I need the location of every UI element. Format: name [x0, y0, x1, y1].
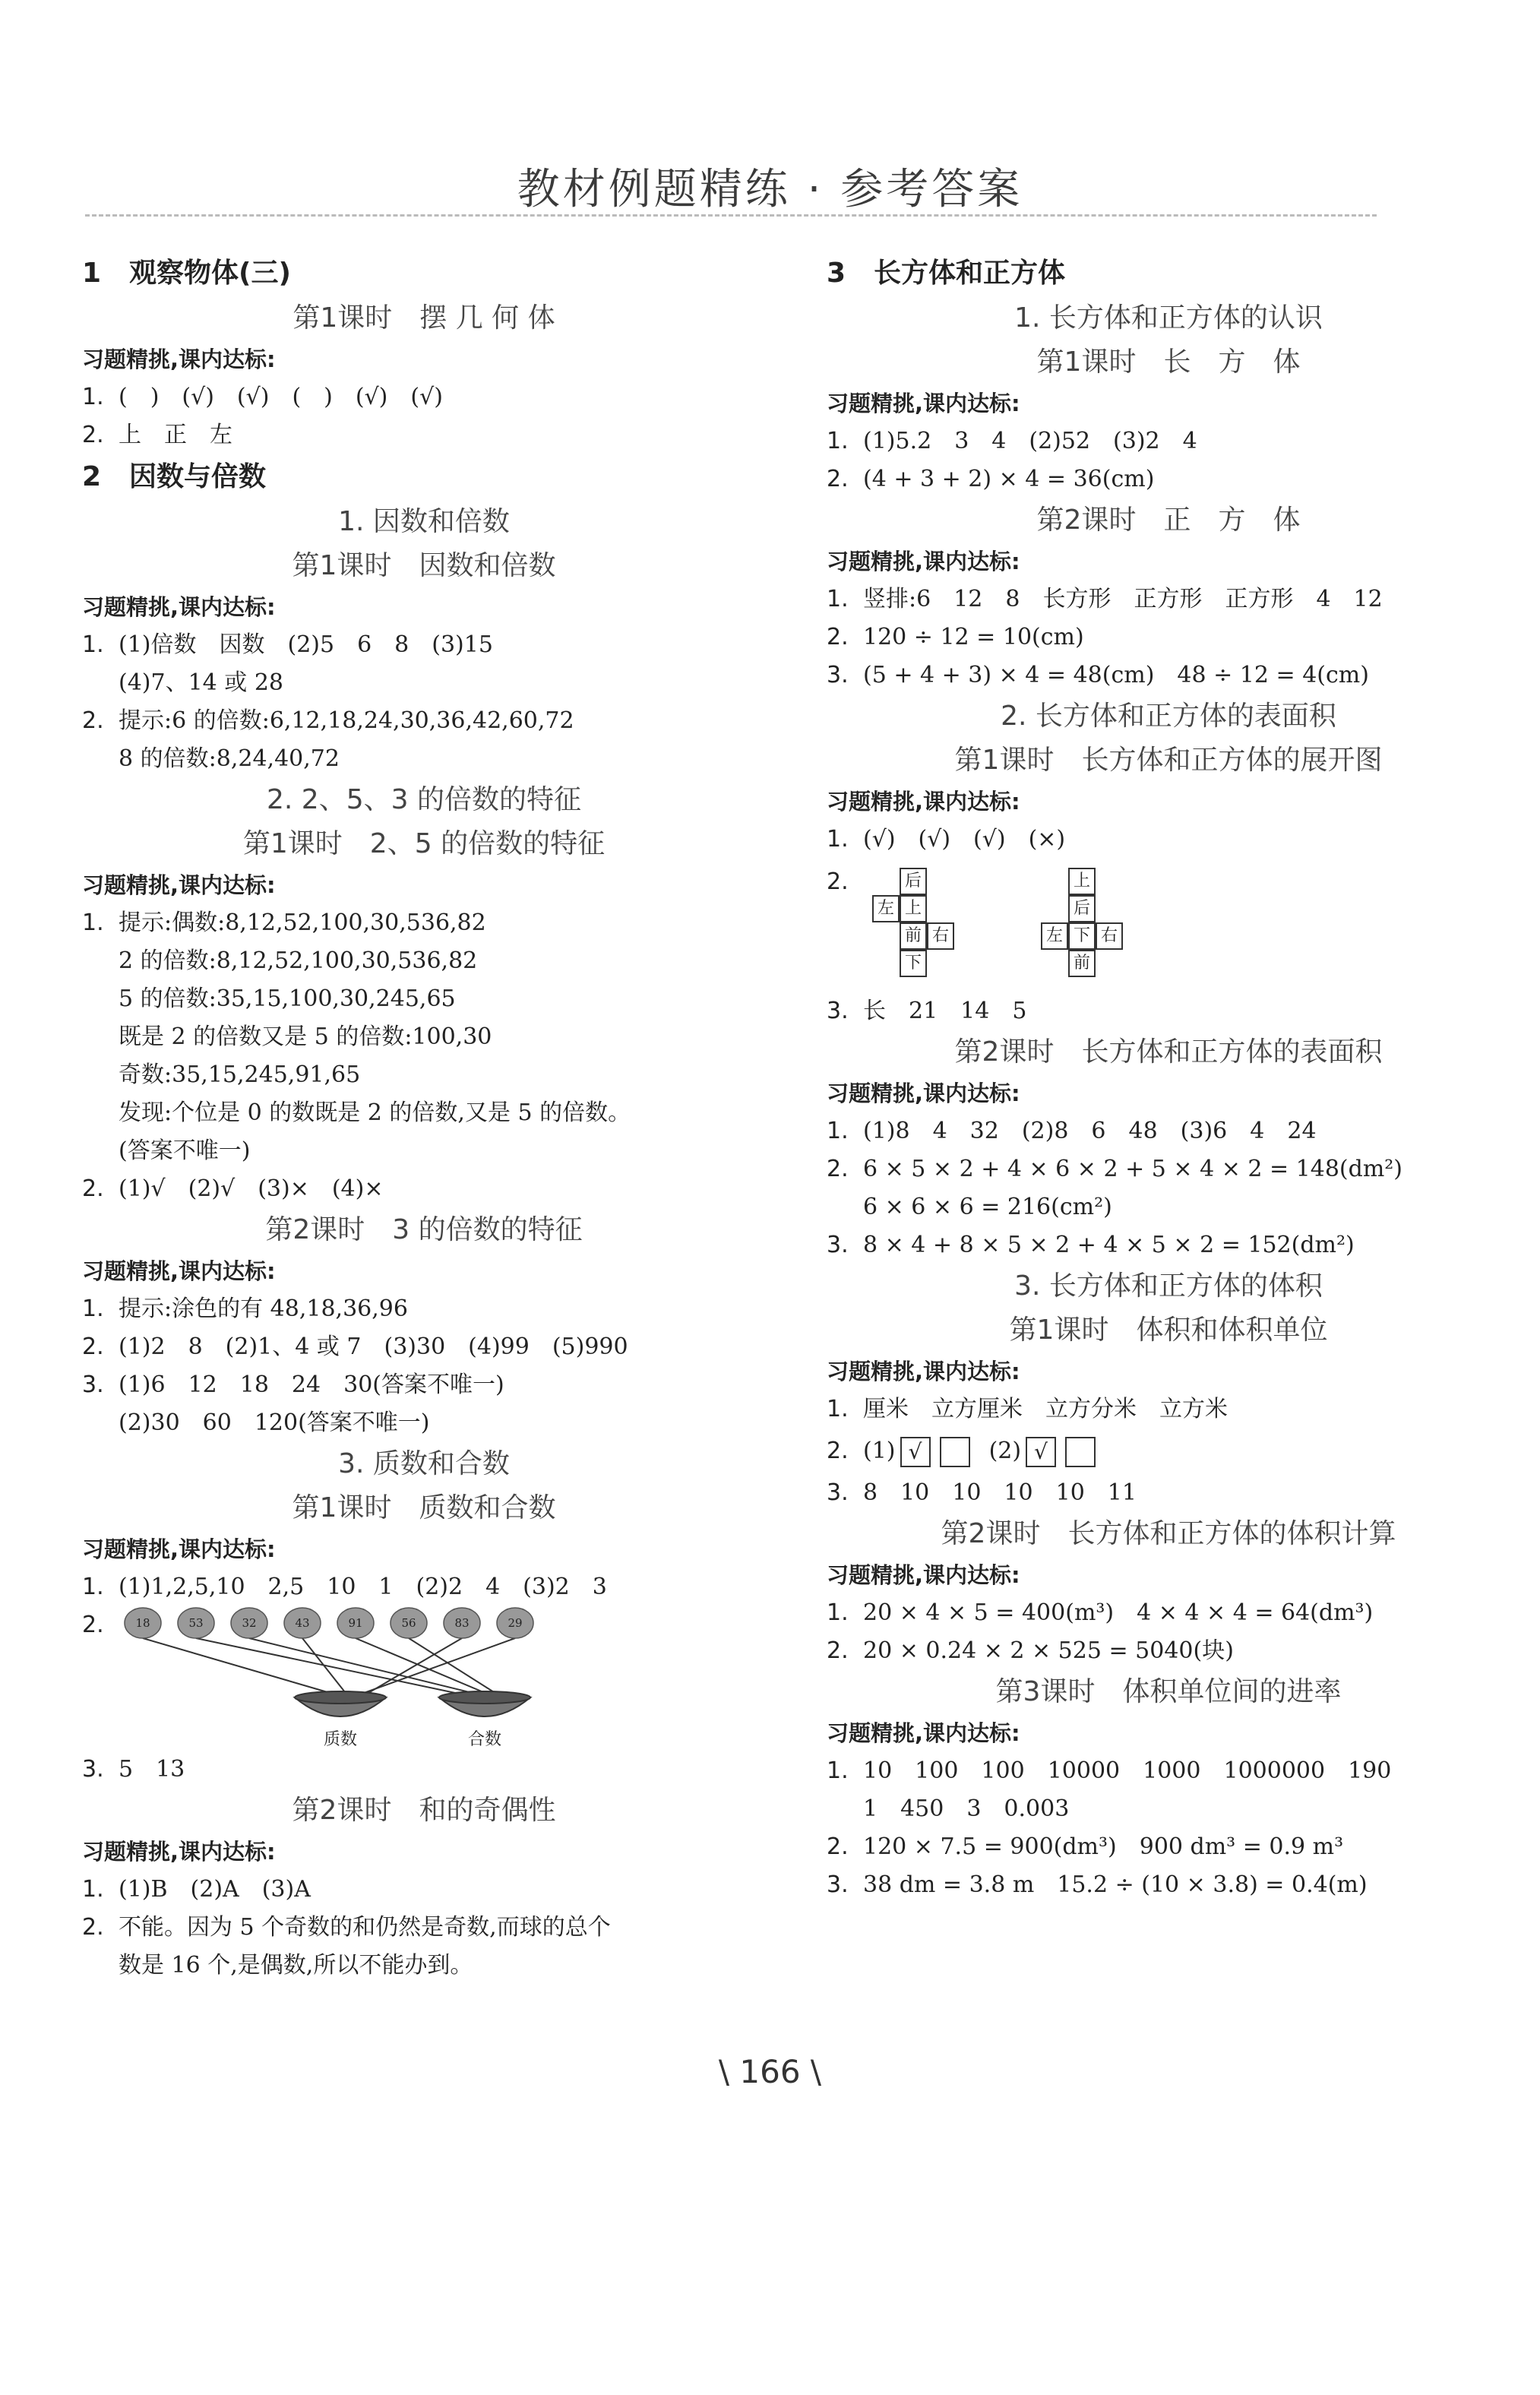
item-number: 1. — [82, 384, 104, 410]
answer-line — [827, 1150, 1510, 1188]
answer-text: 8 10 10 10 10 11 — [863, 1479, 1137, 1506]
apple-diagram-svg — [112, 1606, 690, 1751]
answer-text: 长 21 14 5 — [863, 998, 1027, 1024]
section-heading: 2. 长方体和正方体的表面积 — [1001, 701, 1336, 732]
apple-label: 29 — [508, 1616, 523, 1630]
answer-text: ( ) (√) (√) ( ) (√) (√) — [119, 384, 443, 410]
answer-text: 5 的倍数:35,15,100,30,245,65 — [119, 986, 456, 1012]
net-face: 上 — [900, 895, 927, 922]
answer-line — [82, 702, 766, 740]
item-number: 2. — [82, 1334, 104, 1360]
answer-line — [82, 1290, 766, 1328]
chapter-number: 2 — [82, 461, 102, 492]
answer-text: 10 100 100 10000 1000 1000000 190 — [863, 1757, 1392, 1784]
lesson-heading: 第1课时 摆 几 何 体 — [293, 302, 555, 334]
answer-line — [82, 1947, 766, 1985]
answer-text: 2 的倍数:8,12,52,100,30,536,82 — [119, 948, 478, 974]
answer-text: (1)2 8 (2)1、4 或 7 (3)30 (4)99 (5)990 — [119, 1334, 628, 1360]
answer-line — [827, 1790, 1510, 1828]
answer-line — [82, 1404, 766, 1442]
answer-text: 既是 2 的倍数又是 5 的倍数:100,30 — [119, 1023, 492, 1050]
answer-line — [82, 1909, 766, 1947]
item-number: 3. — [827, 1871, 849, 1898]
answer-line — [82, 942, 766, 980]
check-box: √ — [1026, 1437, 1056, 1467]
net-face: 前 — [1068, 950, 1096, 977]
check-box — [1065, 1437, 1096, 1467]
answer-text: (√) (√) (√) (×) — [863, 826, 1066, 853]
lesson-heading: 第3课时 体积单位间的进率 — [995, 1676, 1342, 1707]
answer-line — [827, 422, 1510, 460]
answer-text: 提示:涂色的有 48,18,36,96 — [119, 1296, 408, 1322]
item-number: 2. — [827, 1438, 849, 1464]
chapter-heading — [82, 454, 766, 500]
net-face: 右 — [927, 922, 954, 950]
answer-line — [82, 1056, 766, 1094]
lesson-heading: 第2课时 和的奇偶性 — [292, 1795, 556, 1826]
answer-text: (4 + 3 + 2) × 4 = 36(cm) — [863, 466, 1155, 492]
net-face: 下 — [1068, 922, 1096, 950]
practice-label: 习题精挑,课内达标: — [827, 549, 1020, 574]
answer-line — [827, 1632, 1510, 1670]
lesson-heading: 第2课时 长方体和正方体的表面积 — [954, 1036, 1383, 1068]
answer-line — [827, 460, 1510, 498]
item-number: 3. — [82, 1372, 104, 1398]
chapter-heading — [82, 251, 766, 296]
practice-label: 习题精挑,课内达标: — [82, 1536, 276, 1562]
practice-label: 习题精挑,课内达标: — [82, 872, 276, 898]
answer-text: 奇数:35,15,245,91,65 — [119, 1061, 361, 1088]
answer-text: (2)30 60 120(答案不唯一) — [119, 1409, 430, 1436]
check-box: √ — [900, 1437, 931, 1467]
answer-line — [827, 992, 1510, 1030]
answer-text: 提示:6 的倍数:6,12,18,24,30,36,42,60,72 — [119, 707, 574, 734]
answer-line — [827, 1226, 1510, 1264]
apple-label: 18 — [135, 1616, 150, 1630]
answer-line — [827, 1828, 1510, 1866]
item-number: 1. — [827, 586, 849, 612]
lesson-heading: 第1课时 因数和倍数 — [292, 550, 556, 581]
chapter-heading — [827, 251, 1510, 296]
answer-line — [82, 1328, 766, 1366]
answer-line — [82, 416, 766, 454]
answer-text: 厘米 立方厘米 立方分米 立方米 — [863, 1396, 1228, 1422]
answer-line — [827, 656, 1510, 694]
answer-line — [82, 1568, 766, 1606]
item-number: 1. — [827, 1757, 849, 1784]
item-number: 1. — [827, 826, 849, 853]
item-number: 1. — [82, 1876, 104, 1903]
item-number: 3. — [827, 1479, 849, 1506]
practice-label: 习题精挑,课内达标: — [827, 789, 1020, 815]
answer-line — [827, 1188, 1510, 1226]
lesson-heading: 第1课时 长 方 体 — [1036, 346, 1301, 378]
answer-line — [82, 1132, 766, 1170]
apple-basket-diagram — [82, 1606, 766, 1751]
answer-text: 6 × 6 × 6 = 216(cm²) — [863, 1194, 1112, 1220]
item-number: 1. — [82, 910, 104, 936]
section-heading: 3. 长方体和正方体的体积 — [1014, 1270, 1323, 1302]
apple-label: 56 — [401, 1616, 416, 1630]
practice-label: 习题精挑,课内达标: — [827, 1720, 1020, 1746]
item-number: 2. — [827, 624, 849, 650]
answer-text: (2) — [988, 1438, 1022, 1464]
item-number: 3. — [827, 998, 849, 1024]
answer-text: 8 的倍数:8,24,40,72 — [119, 745, 340, 772]
answer-line — [82, 664, 766, 702]
answer-text: (1)B (2)A (3)A — [119, 1876, 311, 1903]
answer-text: 5 13 — [119, 1756, 185, 1783]
net-face: 右 — [1096, 922, 1123, 950]
answer-line — [827, 1428, 1510, 1474]
answer-text: 竖排:6 12 8 长方形 正方形 正方形 4 12 — [863, 586, 1383, 612]
answer-text: (4)7、14 或 28 — [119, 669, 284, 696]
practice-label: 习题精挑,课内达标: — [82, 346, 276, 372]
answer-text: 38 dm = 3.8 m 15.2 ÷ (10 × 3.8) = 0.4(m) — [863, 1871, 1368, 1898]
answer-text: (1)1,2,5,10 2,5 10 1 (2)2 4 (3)2 3 — [119, 1574, 607, 1600]
answer-text: (1)8 4 32 (2)8 6 48 (3)6 4 24 — [863, 1118, 1317, 1144]
item-number: 2. — [82, 1612, 104, 1638]
page-title: 教材例题精练 · 参考答案 — [517, 165, 1023, 214]
lesson-heading: 第1课时 质数和合数 — [292, 1492, 556, 1523]
section-heading: 1. 长方体和正方体的认识 — [1014, 302, 1323, 334]
answer-text: (1)√ (2)√ (3)× (4)× — [119, 1175, 384, 1202]
answer-text: 提示:偶数:8,12,52,100,30,536,82 — [119, 910, 486, 936]
section-heading: 3. 质数和合数 — [338, 1448, 510, 1479]
answer-text: (答案不唯一) — [119, 1137, 251, 1164]
net-face: 前 — [900, 922, 927, 950]
item-number: 2. — [827, 1637, 849, 1664]
answer-line — [827, 619, 1510, 656]
practice-label: 习题精挑,课内达标: — [82, 594, 276, 620]
chapter-number: 3 — [827, 258, 846, 289]
answer-line — [82, 1018, 766, 1056]
answer-line — [82, 1871, 766, 1909]
answer-line — [82, 1094, 766, 1132]
section-heading: 2. 2、5、3 的倍数的特征 — [267, 784, 581, 815]
answer-line — [827, 1112, 1510, 1150]
right-column — [827, 251, 1510, 1904]
answer-line — [82, 1751, 766, 1789]
item-number: 1. — [82, 1574, 104, 1600]
answer-line — [82, 980, 766, 1018]
net-face: 左 — [1041, 922, 1068, 950]
lesson-heading: 第2课时 3 的倍数的特征 — [265, 1214, 583, 1245]
net-face: 后 — [900, 868, 927, 895]
answer-line — [827, 1474, 1510, 1512]
answer-text: 6 × 5 × 2 + 4 × 6 × 2 + 5 × 4 × 2 = 148(dm²) — [863, 1156, 1403, 1182]
answer-text: 不能。因为 5 个奇数的和仍然是奇数,而球的总个 — [119, 1914, 611, 1941]
lesson-heading: 第1课时 体积和体积单位 — [1009, 1315, 1328, 1346]
net-face: 后 — [1068, 895, 1096, 922]
item-number: 2. — [82, 1175, 104, 1202]
item-number: 1. — [827, 1396, 849, 1422]
check-box — [940, 1437, 970, 1467]
answer-line — [827, 1866, 1510, 1904]
item-number: 2. — [82, 422, 104, 448]
practice-label: 习题精挑,课内达标: — [827, 1080, 1020, 1106]
lesson-heading: 第2课时 正 方 体 — [1036, 505, 1301, 536]
answer-text: (1) — [863, 1438, 896, 1464]
answer-text: 20 × 4 × 5 = 400(m³) 4 × 4 × 4 = 64(dm³) — [863, 1599, 1374, 1626]
answer-text: 发现:个位是 0 的数既是 2 的倍数,又是 5 的倍数。 — [119, 1099, 631, 1126]
item-number: 1. — [82, 1296, 104, 1322]
item-number: 1. — [827, 1118, 849, 1144]
practice-label: 习题精挑,课内达标: — [82, 1839, 276, 1865]
answer-line — [82, 904, 766, 942]
basket-label: 质数 — [323, 1730, 358, 1749]
lesson-heading: 第1课时 长方体和正方体的展开图 — [954, 745, 1383, 776]
answer-text: (1)倍数 因数 (2)5 6 8 (3)15 — [119, 631, 493, 658]
item-number: 2. — [82, 1914, 104, 1941]
net-face: 左 — [872, 895, 900, 922]
answer-line — [82, 1366, 766, 1404]
answer-line — [827, 821, 1510, 859]
chapter-number: 1 — [82, 258, 102, 289]
chapter-title: 观察物体(三) — [129, 258, 291, 289]
apple-label: 91 — [348, 1616, 363, 1630]
item-number: 3. — [82, 1756, 104, 1783]
item-number: 2. — [827, 466, 849, 492]
apple-label: 43 — [295, 1616, 310, 1630]
answer-text: (5 + 4 + 3) × 4 = 48(cm) 48 ÷ 12 = 4(cm) — [863, 662, 1369, 688]
item-number: 3. — [827, 1232, 849, 1258]
answer-line — [827, 1594, 1510, 1632]
answer-text: 120 ÷ 12 = 10(cm) — [863, 624, 1084, 650]
answer-line — [82, 378, 766, 416]
practice-label: 习题精挑,课内达标: — [827, 1359, 1020, 1384]
net-face: 下 — [900, 950, 927, 977]
item-number: 2. — [827, 1156, 849, 1182]
answer-line — [827, 1390, 1510, 1428]
section-heading: 1. 因数和倍数 — [338, 506, 510, 537]
answer-text: 1 450 3 0.003 — [863, 1795, 1070, 1822]
chapter-title: 因数与倍数 — [129, 461, 267, 492]
answer-text: 上 正 左 — [119, 422, 232, 448]
answer-text: (1)5.2 3 4 (2)52 (3)2 4 — [863, 428, 1197, 454]
answer-text: 8 × 4 + 8 × 5 × 2 + 4 × 5 × 2 = 152(dm²) — [863, 1232, 1355, 1258]
answer-line — [827, 581, 1510, 619]
answer-text: 20 × 0.24 × 2 × 525 = 5040(块) — [863, 1637, 1234, 1664]
apple-label: 83 — [454, 1616, 470, 1630]
item-number: 3. — [827, 662, 849, 688]
lesson-heading: 第2课时 长方体和正方体的体积计算 — [941, 1518, 1396, 1549]
apple-label: 53 — [188, 1616, 204, 1630]
answer-text: (1)6 12 18 24 30(答案不唯一) — [119, 1372, 504, 1398]
answer-line — [82, 1170, 766, 1208]
item-number: 2. — [827, 1833, 849, 1860]
cube-net-diagrams — [827, 863, 1510, 992]
net-face: 上 — [1068, 868, 1096, 895]
item-number: 1. — [827, 1599, 849, 1626]
answer-line — [82, 626, 766, 664]
page-number: \ 166 \ — [718, 2053, 822, 2090]
item-number: 2. — [827, 868, 849, 895]
answer-text: 120 × 7.5 = 900(dm³) 900 dm³ = 0.9 m³ — [863, 1833, 1344, 1860]
answer-line — [82, 740, 766, 778]
item-number: 2. — [82, 707, 104, 734]
item-number: 1. — [827, 428, 849, 454]
left-column — [82, 251, 766, 1985]
answer-line — [827, 1752, 1510, 1790]
practice-label: 习题精挑,课内达标: — [827, 391, 1020, 416]
practice-label: 习题精挑,课内达标: — [827, 1562, 1020, 1588]
practice-label: 习题精挑,课内达标: — [82, 1258, 276, 1284]
answer-text: 数是 16 个,是偶数,所以不能办到。 — [119, 1952, 473, 1979]
lesson-heading: 第1课时 2、5 的倍数的特征 — [242, 828, 606, 859]
title-divider — [85, 214, 1377, 217]
chapter-title: 长方体和正方体 — [874, 258, 1066, 289]
basket-label: 合数 — [467, 1730, 502, 1749]
item-number: 1. — [82, 631, 104, 658]
apple-label: 32 — [242, 1616, 257, 1630]
